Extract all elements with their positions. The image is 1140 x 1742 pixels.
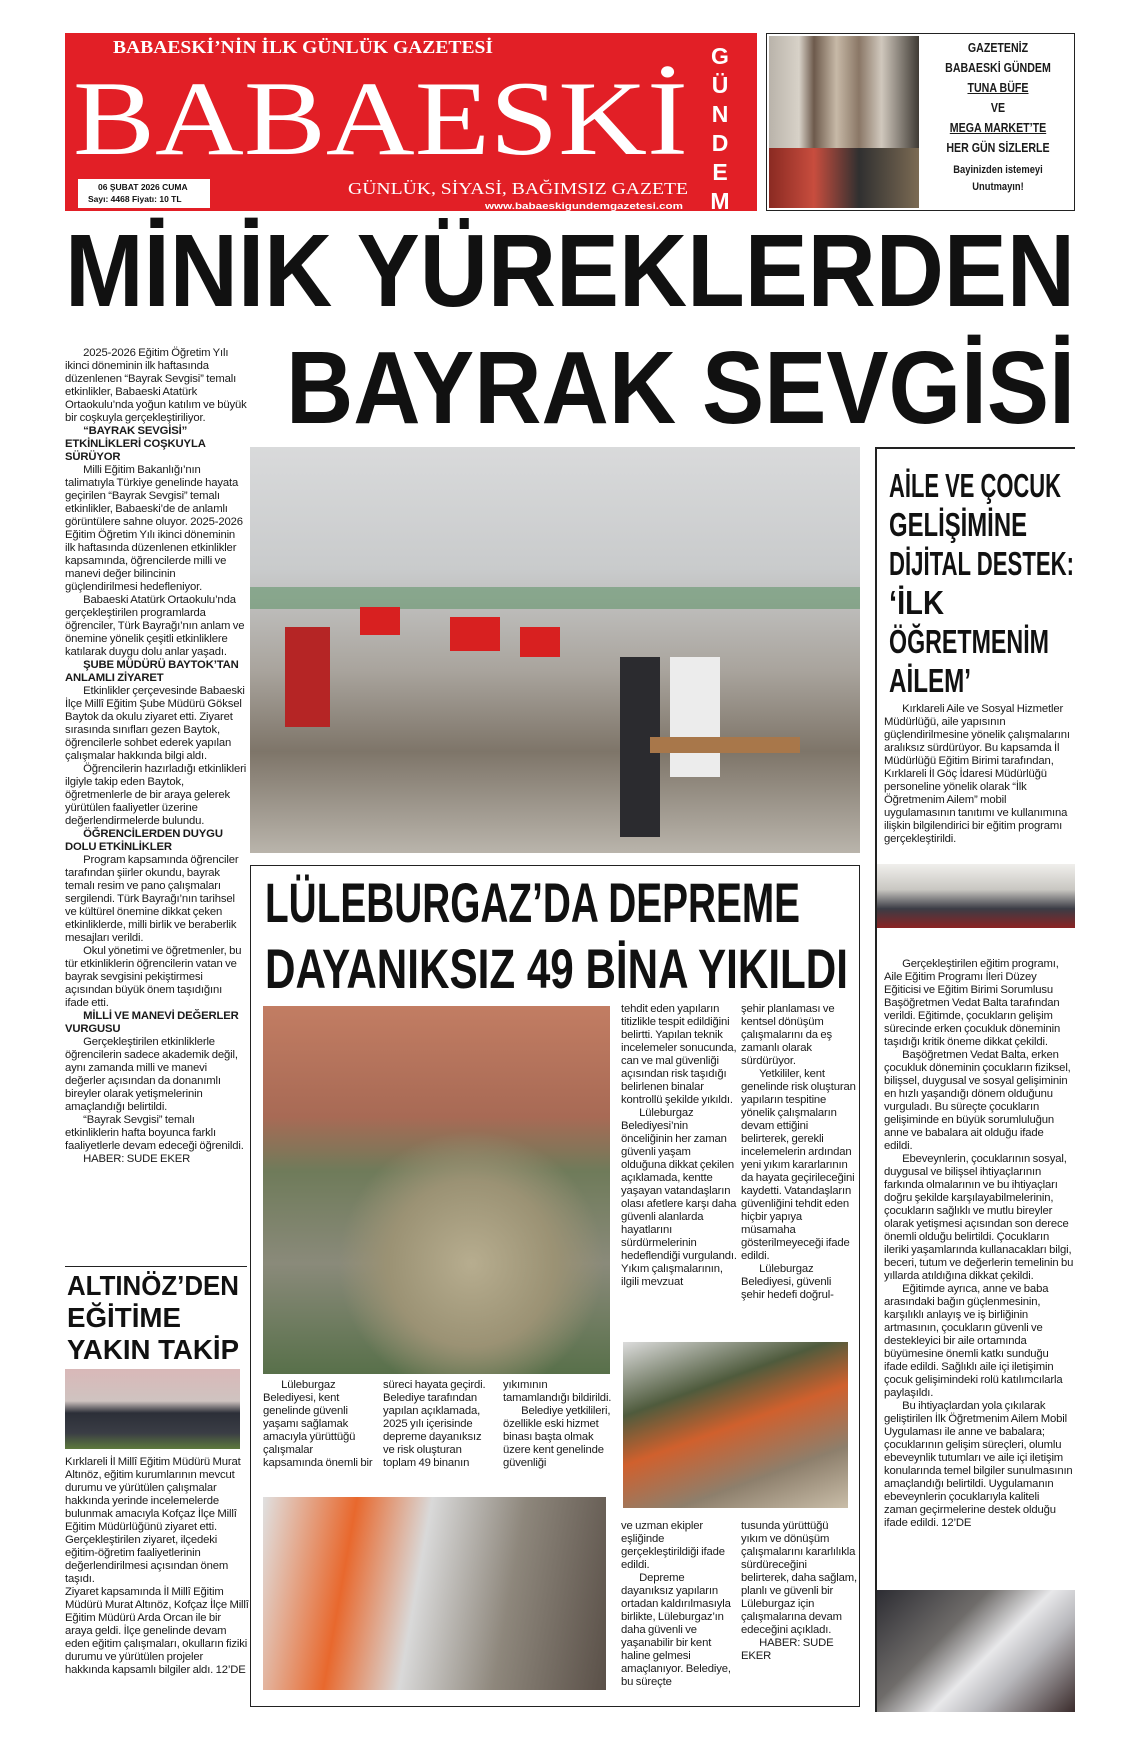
family-article-body: [884, 958, 1074, 1530]
lead-headline-line: MİNİK YÜREKLERDEN: [65, 213, 1075, 328]
subheading: ÖĞRENCİLERDEN DUYGU DOLU ETKİNLİKLER: [65, 828, 223, 853]
headline-line: ‘İLK: [889, 584, 945, 621]
side-letter: E: [712, 159, 728, 185]
side-letter: M: [710, 188, 730, 211]
paragraph: ve uzman ekipler eşliğinde gerçekleştirildiği ifade edildi.: [621, 1520, 725, 1571]
issue-number-price: Sayı: 4468 Fiyatı: 10 TL: [88, 194, 182, 204]
ad-line: VE: [990, 101, 1006, 115]
altinoz-body: [65, 1456, 250, 1677]
training-seminar-photo: [877, 864, 1075, 928]
paragraph: Lüleburgaz Belediyesi, güvenli şehir hedefi doğrul-: [741, 1263, 834, 1301]
paragraph: “Bayrak Sevgisi” temalı etkinliklerin hafta boyunca farklı faaliyetlerle devam edeceği öğrenildi.: [65, 1114, 244, 1152]
headline-line: AİLEM’: [889, 662, 971, 699]
paragraph: Program kapsamında öğrenciler tarafından şiirler okundu, bayrak temalı resim ve pano çalışmaları sergilendi. Türk Bayrağı’nın tarihsel ve kültürel önemine dikkat çeken etkinliklerde, milli birlik ve beraberlik mesajları verildi.: [65, 854, 239, 944]
altinoz-divider: [65, 1266, 247, 1267]
headline-line: ÖĞRETMENİM: [889, 623, 1049, 660]
demolition-photo: [263, 1497, 606, 1690]
byline: HABER: SUDE EKER: [741, 1637, 834, 1662]
byline: HABER: SUDE EKER: [83, 1153, 191, 1165]
issue-date: 06 ŞUBAT 2026 CUMA: [98, 182, 188, 192]
aerial-demolition-photo: [263, 1006, 610, 1374]
headline-line: EĞİTİME: [67, 1302, 181, 1333]
side-letter: Ü: [711, 72, 729, 98]
luleburgaz-body-2: [621, 1003, 737, 1289]
classroom-flags-photo: [250, 447, 860, 853]
paragraph: tehdit eden yapıların titizlikle tespit edildiğini belirtti. Yapılan teknik incelemeler sonucunda, can ve mal güvenliği açısından risk taşıdığı belirlenen binalar kontrollü şekilde yıkıldı.: [621, 1003, 737, 1106]
subheading: MİLLİ VE MANEVİ DEĞERLER VURGUSU: [65, 1010, 239, 1035]
masthead-website[interactable]: www.babaeskigundemgazetesi.com: [483, 201, 683, 211]
paragraph: tusunda yürüttüğü yıkım ve dönüşüm çalışmalarını kararlılıkla sürdüreceğini belirterek, daha sağlam, planlı ve güvenli bir Lüleburgaz için çalışmalarına devam edeceğini açıkladı.: [741, 1520, 857, 1636]
excavator-photo: [623, 1342, 848, 1508]
luleburgaz-body-3: [741, 1003, 857, 1302]
kiosk-photo: [769, 36, 919, 208]
kiosk-advertisement: [766, 33, 1075, 211]
paragraph: Öğrencilerin hazırladığı etkinlikleri ilgiyle takip eden Baytok, öğretmenlerle de bir araya gelerek yürütülen faaliyetler üzerine değerlendirmelerde bulundu.: [65, 763, 247, 827]
headline-line: ALTINÖZ’DEN: [67, 1270, 239, 1301]
ad-note: Unutmayın!: [972, 181, 1024, 193]
paragraph: Ziyaret kapsamında İl Millî Eğitim Müdürü Murat Altınöz, Kofçaz İlçe Millî Eğitim Müdürü Arda Orcan ile bir araya geldi. İlçe genelinde devam eden eğitim çalışmaları, okulların fiziki durumu ve yürütülen projeler hakkında kapsamlı bilgiler aldı. 12’DE: [65, 1586, 249, 1676]
ad-line: BABAESKİ GÜNDEM: [945, 61, 1051, 75]
officials-group-photo: [65, 1369, 240, 1449]
ad-line: GAZETENİZ: [967, 41, 1029, 55]
luleburgaz-body-5: [741, 1520, 857, 1663]
headline-line: GELİŞİMİNE: [889, 506, 1027, 543]
paragraph: Kırklareli Aile ve Sosyal Hizmetler Müdürlüğü, aile yapısının güçlendirilmesine yönelik çalışmalarını aralıksız sürdürüyor. Bu kapsamda İl Müdürlüğü Eğitim Birimi tarafından, Kırklareli İl Göç İdaresi Müdürlüğü personeline yönelik olarak “İlk Öğretmenim Ailem” mobil uygulamasının tanıtımı ve kullanımına ilişkin bilgilendirici bir eğitim programı gerçekleştirildi.: [884, 703, 1070, 845]
headline-line: DAYANIKSIZ 49 BİNA YIKILDI: [265, 937, 848, 1000]
subheading: ŞUBE MÜDÜRÜ BAYTOK’TAN ANLAMLI ZİYARET: [65, 659, 239, 684]
issue-info: [78, 179, 210, 208]
side-letter: N: [711, 101, 729, 127]
ad-line: MEGA MARKET’TE: [949, 121, 1047, 135]
ad-line: TUNA BÜFE: [967, 81, 1029, 95]
paragraph: Okul yönetimi ve öğretmenler, bu tür etkinliklerin öğrencilerin vatan ve bayrak sevgisini pekiştirmesi açısından büyük önem taşıdığını ifade etti.: [65, 945, 242, 1009]
family-intro: [884, 703, 1074, 846]
side-letter: G: [711, 43, 729, 69]
paragraph: Başöğretmen Vedat Balta, erken çocukluk döneminin çocukların fiziksel, bilişsel, duygusal ve sosyal gelişiminin en hızlı yaşandığı dönem olduğunu vurguladı. Bu süreçte çocukların gelişiminde en büyük sorumluluğun anne ve babalara ait olduğu ifade edildi.: [884, 1049, 1071, 1152]
ad-note: Bayinizden istemeyi: [953, 164, 1043, 176]
headline-line: AİLE VE ÇOCUK: [889, 467, 1062, 504]
lead-headline-line: BAYRAK SEVGİSİ: [286, 330, 1075, 445]
paragraph: Depreme dayanıksız yapıların ortadan kaldırılmasıyla birlikte, Lüleburgaz’ın daha güvenli ve yaşanabilir bir kent haline gelmesi amaçlanıyor. Belediye, bu süreçte: [621, 1572, 731, 1688]
paragraph: Ebeveynlerin, çocuklarının sosyal, duygusal ve bilişsel ihtiyaçlarının farkında olmalarının ve bu ihtiyaçları doğru şekilde karşılayabilmelerinin, çocukların sağlıklı ve mutlu bireyler olarak yetişmesi açısından son derece önemli olduğu belirtildi. Çocukların ileriki yaşamlarında kullanacakları bilgi, beceri, tutum ve değerlerin temelinin bu yıllarda atıldığına dikkat çekildi.: [884, 1153, 1074, 1282]
headline-line: LÜLEBURGAZ’DA DEPREME: [265, 871, 800, 934]
subheading: “BAYRAK SEVGİSİ” ETKİNLİKLERİ COŞKUYLA SÜRÜYOR: [65, 425, 206, 463]
altinoz-headline: [65, 1268, 250, 1367]
ad-text: [934, 38, 1062, 196]
paragraph: Milli Eğitim Bakanlığı’nın talimatıyla Türkiye genelinde hayata geçirilen “Bayrak Sevgisi” temalı etkinlikler, Babaeski’de de anlamlı görüntülere sahne oluyor. 2025-2026 Eğitim Öğretim Yılı ikinci döneminin ilk haftasında düzenlenen etkinlikler kapsamında, öğrencilerde milli ve manevi değer bilincinin güçlendirilmesi hedefleniyor.: [65, 464, 243, 593]
masthead-side-word: [710, 43, 729, 211]
ad-line: HER GÜN SİZLERLE: [946, 141, 1050, 155]
masthead-subtitle: GÜNLÜK, SİYASİ, BAĞIMSIZ GAZETE: [348, 179, 688, 198]
paragraph: Yetkililer, kent genelinde risk oluşturan yapıların tespitine yönelik çalışmaların devam ettiğini belirterek, gerekli incelemelerin ardından yeni yıkım kararlarının da hayata geçirileceğini kaydetti. Vatandaşların güvenliğini tehdit eden hiçbir yapıya müsamaha gösterilmeyeceği ifade edildi.: [741, 1068, 856, 1262]
paragraph: Lüleburgaz Belediyesi, kent genelinde güvenli yaşamı sağlamak amacıyla yürüttüğü çalışmalar kapsamında önemli bir süreci hayata geçirdi. Belediye tarafından yapılan açıklamada, 2025 yılı içerisinde depreme dayanıksız ve risk oluşturan toplam 49 binanın yıkımının tamamlandığı bildirildi.: [263, 1379, 612, 1469]
headline-line: YAKIN TAKİP: [67, 1334, 239, 1365]
paragraph: şehir planlaması ve kentsel dönüşüm çalışmalarını da eş zamanlı olarak sürdürüyor.: [741, 1003, 835, 1067]
luleburgaz-body-4: [621, 1520, 737, 1689]
paragraph: Belediye yetkilileri, özellikle eski hizmet binası başta olmak üzere kent genelinde güvenliği: [503, 1405, 611, 1469]
side-letter: D: [711, 130, 729, 156]
presentation-photo: [877, 1590, 1075, 1712]
paragraph: 2025-2026 Eğitim Öğretim Yılı ikinci döneminin ilk haftasında düzenlenen “Bayrak Sevgisi” temalı etkinlikler, Babaeski Atatürk Ortaokulu’nda yoğun katılım ve büyük bir coşkuyla gerçekleştiriliyor.: [65, 347, 247, 424]
paragraph: Etkinlikler çerçevesinde Babaeski İlçe Millî Eğitim Şube Müdürü Göksel Baytok da okulu ziyaret etti. Ziyaret sırasında sınıfları gezen Baytok, öğrencilerle sohbet ederek yapılan çalışmalar hakkında bilgi aldı.: [65, 685, 245, 762]
paragraph: Kırklareli İl Millî Eğitim Müdürü Murat Altınöz, eğitim kurumlarının mevcut durumu ve yürütülen çalışmalar hakkında yerinde incelemelerde bulunmak amacıyla Kofçaz İlçe Millî Eğitim Müdürlüğünü ziyaret etti. Gerçekleştirilen ziyaret, ilçedeki eğitim-öğretim faaliyetlerinin değerlendirilmesi açısından önem taşıdı.: [65, 1456, 241, 1585]
luleburgaz-body-1: [263, 1379, 613, 1470]
paragraph: Bu ihtiyaçlardan yola çıkılarak geliştirilen İlk Öğretmenim Ailem Mobil Uygulaması ile anne ve babalara; çocuklarının gelişim süreçleri, olumlu ebeveynlik tutumları ve aile içi iletişim konularında temel bilgiler sunulmasının amaçlandığı belirtildi. Uygulamanın ebeveynlerin çocuklarıyla kaliteli zaman geçirmelerine destek olduğu ifade edildi. 12’DE: [884, 1400, 1073, 1529]
paragraph: Gerçekleştirilen etkinliklerle öğrencilerin sadece akademik değil, aynı zamanda milli ve manevi değerler açısından da donanımlı bireyler olarak yetişmelerinin amaçlandığı belirtildi.: [65, 1036, 238, 1113]
paragraph: Eğitimde ayrıca, anne ve baba arasındaki bağın güçlenmesinin, karşılıklı anlayış ve iş birliğinin artmasının, çocukların güvenli ve destekleyici bir aile ortamında büyümesine önemli katkı sunduğu ifade edildi. Sağlıklı aile içi iletişimin çocuk gelişimindeki rolü katılımcılarla paylaşıldı.: [884, 1283, 1063, 1399]
paragraph: Lüleburgaz Belediyesi’nin önceliğinin her zaman güvenli yaşam olduğuna dikkat çekilen açıklamada, kentte yaşayan vatandaşların olası afetlere karşı daha güvenli alanlarda hayatlarını sürdürmelerinin hedeflendiği vurgulandı. Yıkım çalışmalarının, ilgili mevzuat: [621, 1107, 737, 1288]
paragraph: Babaeski Atatürk Ortaokulu’nda gerçekleştirilen programlarda öğrenciler, Türk Bayrağı’nın anlam ve önemine yönelik çeşitli etkinliklere katılarak duygu dolu anlar yaşadı.: [65, 594, 245, 658]
masthead-title: BABAESKİ: [73, 60, 688, 177]
luleburgaz-headline: [250, 868, 860, 1002]
paragraph: Gerçekleştirilen eğitim programı, Aile Eğitim Programı İleri Düzey Eğiticisi ve Eğitim Birimi Sorumlusu Başöğretmen Vedat Balta tarafından verildi. Eğitimde, çocukların gelişim sürecinde erken çocukluk döneminin taşıdığı kritik öneme dikkat çekildi.: [884, 958, 1061, 1048]
lead-article-body: [65, 347, 247, 1166]
family-headline: [880, 465, 1075, 701]
headline-line: DİJİTAL DESTEK:: [889, 545, 1074, 582]
masthead-tagline: BABAESKİ’NİN İLK GÜNLÜK GAZETESİ: [113, 37, 493, 57]
masthead: [65, 33, 757, 211]
